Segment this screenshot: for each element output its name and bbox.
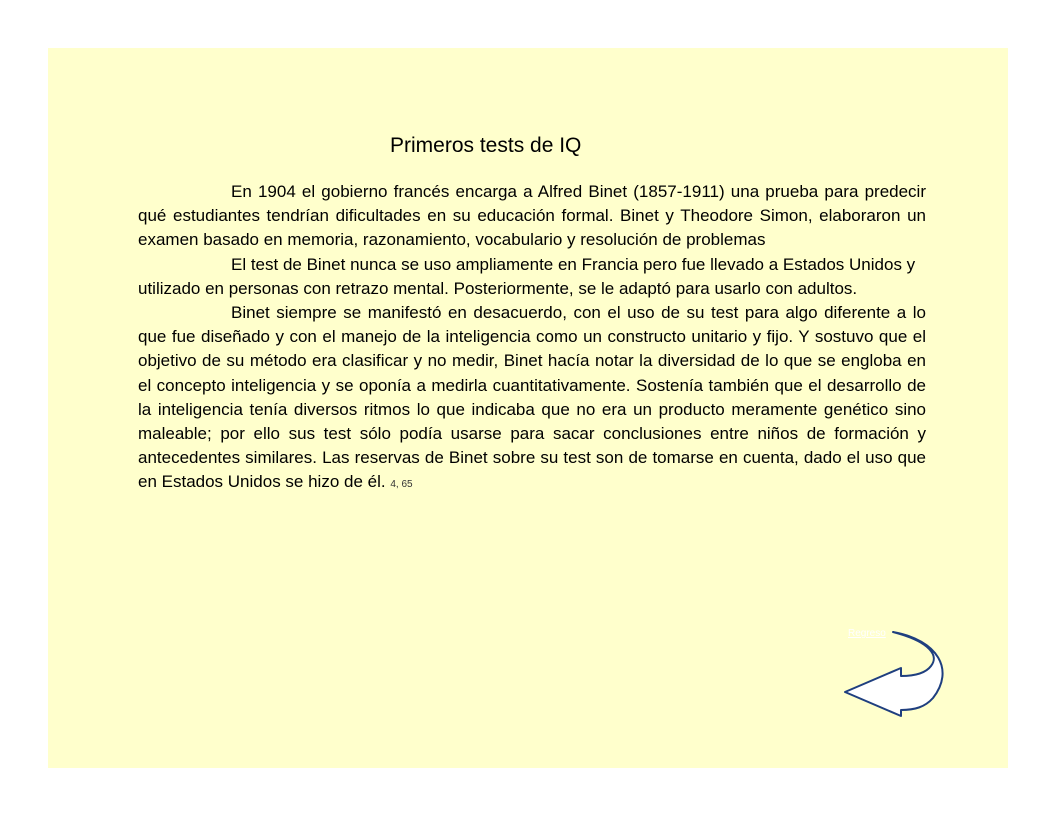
slide-body: [138, 180, 926, 498]
paragraph-2-text: El test de Binet nunca se uso ampliamente en Francia pero fue llevado a Estados Unidos y utilizado en personas con retrazo mental. Posteriormente, se le adaptó para usarlo con adultos.: [138, 254, 916, 298]
paragraph-3-text: Binet siempre se manifestó en desacuerdo, con el uso de su test para algo diferente a lo que fue diseñado y con el manejo de la inteligencia como un constructo unitario y fijo. Y sostuvo que el objetivo de su método era clasificar y no medir, Binet hacía notar la diversidad de lo que se engloba en el concepto inteligencia y se oponía a medirla cuantitativamente. Sostenía también que el desarrollo de la inteligencia tenía diversos ritmos lo que indicaba que no era un producto meramente genético sino maleable; por ello sus test sólo podía usarse para sacar conclusiones entre niños de formación y antecedentes similares. Las reservas de Binet sobre su test son de tomarse en cuenta, dado el uso que en Estados Unidos se hizo de él.: [138, 303, 926, 492]
slide-title: Primeros tests de IQ: [390, 134, 582, 157]
curved-back-arrow-icon[interactable]: [843, 630, 953, 718]
citation: 4, 65: [390, 479, 413, 491]
paragraph-3: [138, 301, 926, 498]
paragraph-2: [138, 253, 926, 301]
paragraph-1-text: En 1904 el gobierno francés encarga a Alfred Binet (1857-1911) una prueba para predecir qué estudiantes tendrían dificultades en su educación formal. Binet y Theodore Simon, elaboraron un examen basado en memoria, razonamiento, vocabulario y resolución de problemas: [138, 182, 926, 250]
paragraph-1: [138, 180, 926, 253]
back-link[interactable]: Regreso: [848, 628, 886, 639]
slide: [48, 48, 1008, 768]
